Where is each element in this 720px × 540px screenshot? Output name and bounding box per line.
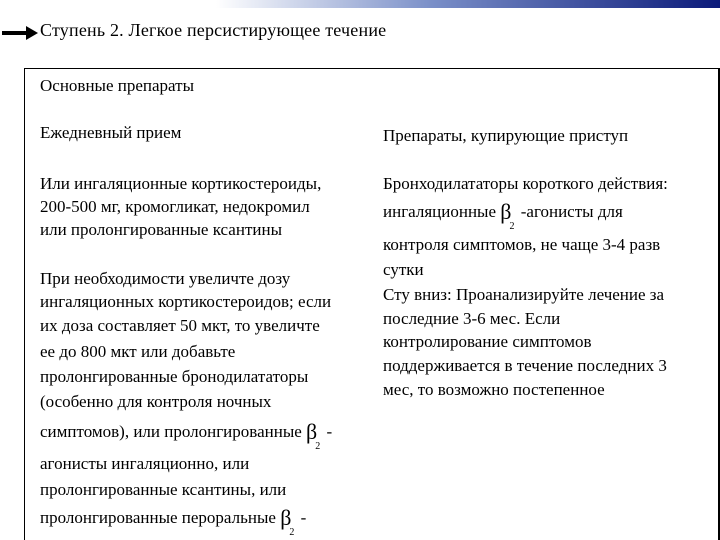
right-text-fragment: ингаляционные <box>383 202 497 221</box>
left-text-line: пролонгированные ксантины, или <box>40 480 287 499</box>
beta-symbol: β <box>500 199 512 224</box>
slide-header <box>0 10 720 46</box>
top-gradient-bar <box>0 0 720 8</box>
left-text-fragment: симптомов), или пролонгированные <box>40 422 302 441</box>
beta-symbol: β <box>306 419 318 444</box>
right-text-line: контроля симптомов, не чаще 3-4 разв <box>383 235 661 254</box>
beta-subscript: 2 <box>315 441 321 452</box>
dash: - <box>326 422 333 441</box>
right-text-fragment: -агонисты для <box>520 202 623 221</box>
arrow-right-icon <box>2 26 38 40</box>
left-text-line: (особенно для контроля ночных <box>40 392 272 411</box>
section-title: Основные препараты <box>40 76 195 95</box>
left-text-line: Или ингаляционные кортикостероиды, <box>40 174 322 193</box>
dash: - <box>300 508 307 527</box>
left-text-line: пролонгированные бронодилататоры <box>40 367 309 386</box>
right-text-line: Сту вниз: Проанализируйте лечение за <box>383 285 665 304</box>
right-text-line: Бронходилататоры короткого действия: <box>383 174 668 193</box>
right-text-line: сутки <box>383 260 424 279</box>
left-text-fragment: пролонгированные пероральные <box>40 508 276 527</box>
left-text-line: При необходимости увеличте дозу <box>40 269 291 288</box>
left-text-line: агонисты ингаляционно, или <box>40 454 250 473</box>
right-text-line: контролирование симптомов <box>383 332 592 351</box>
right-text-line: мес, то возможно постепенное <box>383 380 605 399</box>
left-text-line: или пролонгированные ксантины <box>40 220 282 239</box>
left-text-line-beta <box>40 505 307 538</box>
left-text-line: их доза составляет 50 мкт, то увеличте <box>40 316 320 335</box>
left-text-line: 200-500 мг, кромогликат, недокромил <box>40 197 310 216</box>
left-text-line: ее до 800 мкт или добавьте <box>40 342 236 361</box>
left-text-line: ингаляционных кортикостероидов; если <box>40 292 332 311</box>
right-text-line: поддерживается в течение последних 3 <box>383 356 667 375</box>
beta-symbol: β <box>280 505 292 530</box>
left-column-header: Ежедневный прием <box>40 123 182 142</box>
left-text-line-beta <box>40 419 333 452</box>
right-column-header: Препараты, купирующие приступ <box>383 126 629 145</box>
right-text-line-beta <box>383 199 623 232</box>
right-text-line: последние 3-6 мес. Если <box>383 309 561 328</box>
page-title: Ступень 2. Легкое персистирующее течение <box>40 20 387 40</box>
beta-subscript: 2 <box>289 527 295 538</box>
beta-subscript: 2 <box>509 221 515 232</box>
